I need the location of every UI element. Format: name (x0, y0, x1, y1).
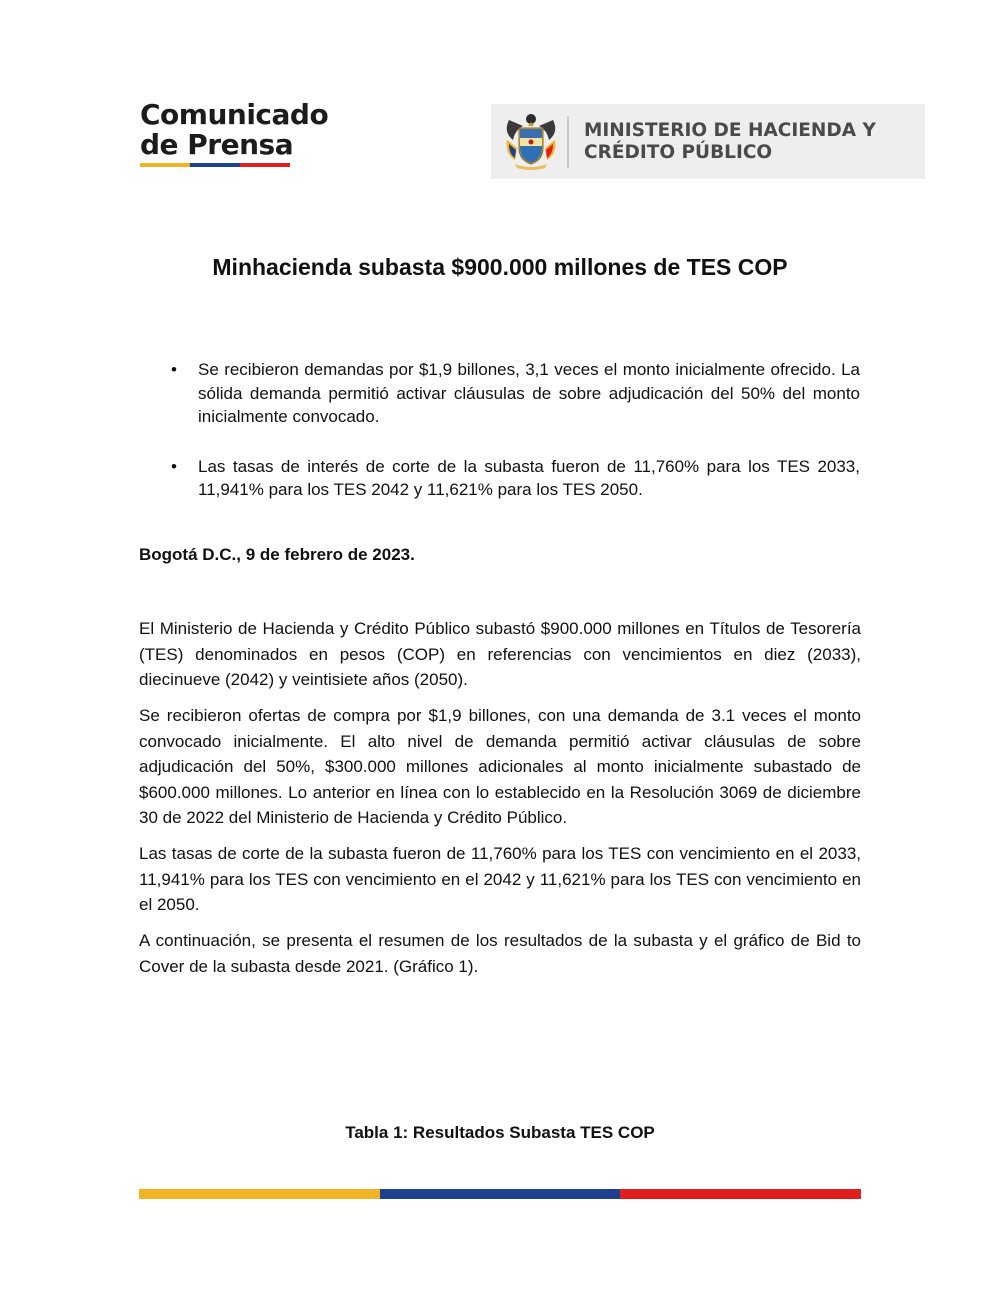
bullet-text: Se recibieron demandas por $1,9 billones, 3,1 veces el monto inicialmente ofrecido. La sólida demanda permitió activar cláusulas de sobre adjudicación del 50% del monto inicialmente convocado. (198, 360, 860, 426)
list-item (170, 455, 860, 502)
ministry-line-2: CRÉDITO PÚBLICO (584, 142, 773, 163)
list-item (170, 358, 860, 429)
brand-line-2: de Prensa (140, 128, 294, 161)
colombia-coat-of-arms-icon (501, 110, 561, 172)
bullet-icon: • (171, 456, 177, 476)
dateline: Bogotá D.C., 9 de febrero de 2023. (139, 545, 415, 564)
footer-bar-blue (380, 1189, 621, 1199)
body-paragraph: Se recibieron ofertas de compra por $1,9 billones, con una demanda de 3.1 veces el monto convocado inicialmente. El alto nivel de demanda permitió activar cláusulas de sobre adjudicación del 50%, $300.000 millones adicionales al monto inicialmente subastado de $600.000 millones. Lo anterior en línea con lo establecido en la Resolución 3069 de diciembre 30 de 2022 del Ministerio de Hacienda y Crédito Público. (139, 706, 861, 827)
bullet-icon: • (171, 360, 177, 379)
body-paragraph: El Ministerio de Hacienda y Crédito Público subastó $900.000 millones en Títulos de Tesorería (TES) denominados en pesos (COP) en referencias con vencimientos en diez (2033), diecinueve (2042) y veintisiete años (2050). (139, 619, 861, 689)
ministry-divider (567, 116, 569, 168)
comunicado-de-prensa-logo (140, 100, 340, 172)
body-paragraph: Las tasas de corte de la subasta fueron de 11,760% para los TES con vencimiento en el 2033, 11,941% para los TES con vencimiento en el 2042 y 11,621% para los TES con vencimiento en el 2050. (139, 844, 861, 914)
footer-bar-red (620, 1189, 861, 1199)
brand-bar-yellow (140, 163, 190, 167)
table-caption: Tabla 1: Resultados Subasta TES COP (345, 1123, 655, 1142)
footer-bar-yellow (139, 1189, 380, 1199)
ministry-line-1: MINISTERIO DE HACIENDA Y (584, 120, 876, 141)
page-title: Minhacienda subasta $900.000 millones de TES COP (212, 254, 788, 280)
brand-line-1: Comunicado (140, 98, 329, 131)
brand-color-bar (140, 163, 290, 167)
ministry-logo-block (491, 104, 925, 179)
bullet-text: Las tasas de interés de corte de la subasta fueron de 11,760% para los TES 2033, 11,941% para los TES 2042 y 11,621% para los TES 2050. (198, 456, 860, 499)
body-paragraph: A continuación, se presenta el resumen de los resultados de la subasta y el gráfico de Bid to Cover de la subasta desde 2021. (Gráfico 1). (139, 931, 861, 976)
brand-bar-red (240, 163, 290, 167)
ministry-name (584, 120, 876, 164)
press-body (139, 616, 861, 990)
footer-color-bar (139, 1189, 861, 1199)
brand-bar-blue (190, 163, 240, 167)
summary-bullets (170, 358, 860, 528)
